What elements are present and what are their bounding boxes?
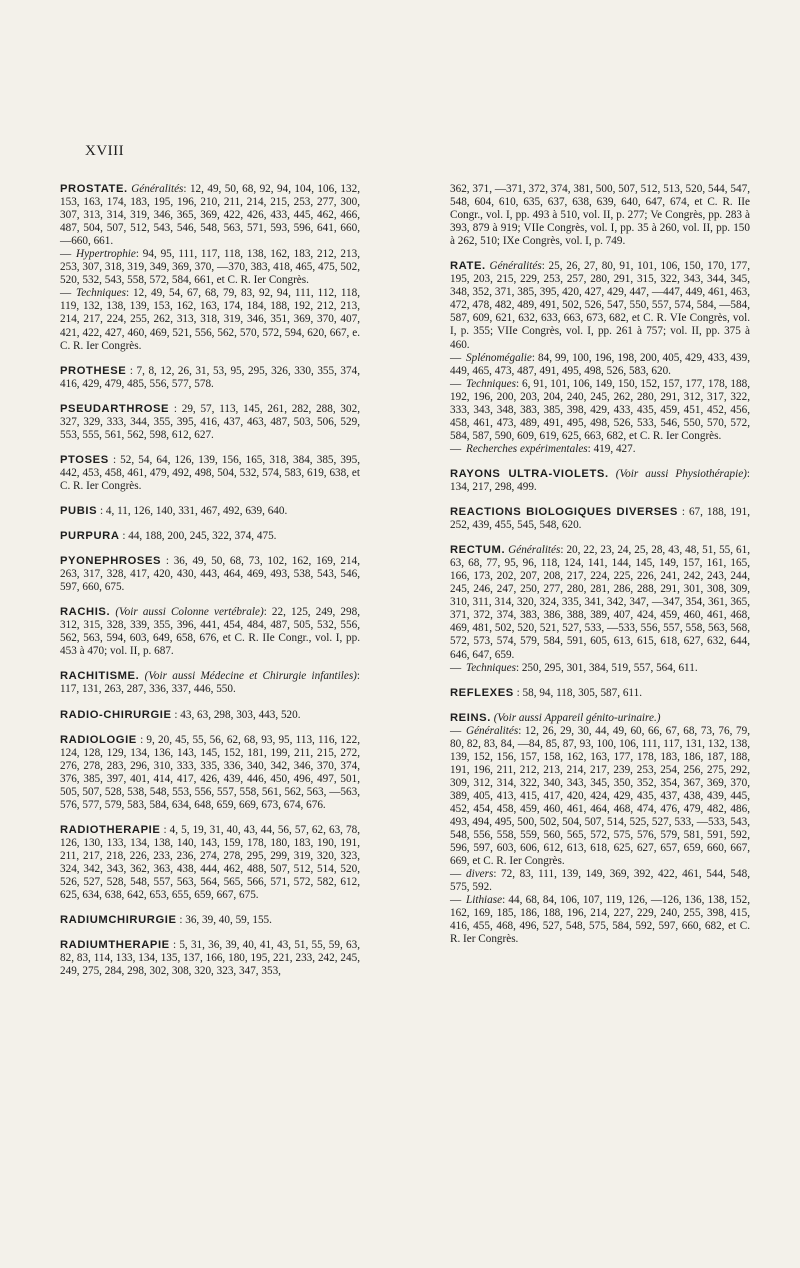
- subentry-label: Splénomégalie: [466, 351, 532, 364]
- page-references: : 12, 49, 54, 67, 68, 79, 83, 92, 94, 111, 112, 118, 119, 132, 138, 139, 153, 162, 163, 174, 184, 188, 192, 212, 213, 214, 217, 224, 255, 262, 313, 318, 319, 346, 351, 369, 370, 407, 421, 422, 427, 460, 469, 521, 556, 562, 570, 572, 594, 620, 667, e. C. R. Ier Congrès.: [60, 287, 360, 352]
- entry-label: (Voir aussi Colonne vertébrale): [115, 606, 264, 619]
- subentry-dash: —: [450, 351, 462, 364]
- page-references: : 67, 188, 191, 252, 439, 455, 545, 548, 620.: [450, 506, 750, 532]
- index-subentry: [450, 352, 750, 378]
- index-entry: [60, 365, 360, 391]
- index-entry: [60, 824, 360, 902]
- subentry-label: Généralités: [466, 724, 519, 737]
- index-subentry: [450, 443, 750, 456]
- subentry-dash: —: [450, 724, 462, 737]
- entry-heading: RADIUMTHERAPIE: [60, 939, 170, 952]
- page-references: : 29, 57, 113, 145, 261, 282, 288, 302, 327, 329, 333, 344, 355, 395, 416, 437, 463, 487, 503, 506, 529, 553, 555, 561, 562, 598, 612, 627.: [60, 402, 360, 441]
- index-entry: [60, 454, 360, 493]
- subentry-label: Techniques: [76, 287, 126, 300]
- page-references: : 117, 131, 263, 287, 336, 337, 446, 550.: [60, 670, 361, 696]
- entry-heading: RAYONS ULTRA-VIOLETS.: [450, 467, 609, 480]
- entry-heading: RACHIS.: [60, 606, 111, 619]
- subentry-dash: —: [60, 248, 72, 261]
- page-references: : 4, 5, 19, 31, 40, 43, 44, 56, 57, 62, 63, 78, 126, 130, 133, 134, 138, 140, 143, 159, 178, 180, 183, 190, 191, 211, 217, 218, 226, 233, 236, 274, 278, 295, 299, 319, 320, 323, 324, 342, 343, 362, 363, 438, 444, 462, 488, 507, 512, 514, 520, 526, 527, 528, 548, 557, 563, 564, 565, 566, 571, 572, 582, 612, 625, 634, 638, 642, 653, 655, 659, 667, 675.: [60, 823, 361, 902]
- subentry-dash: —: [450, 377, 462, 390]
- entry-heading: REINS.: [450, 711, 491, 724]
- page-number: XVIII: [85, 143, 125, 159]
- page-references: : 12, 26, 29, 30, 44, 49, 60, 66, 67, 68, 73, 76, 79, 80, 82, 83, 84, —84, 85, 87, 93, 100, 106, 111, 117, 131, 132, 138, 139, 152, 156, 157, 158, 162, 163, 177, 178, 183, 186, 187, 188, 191, 196, 211, 212, 213, 214, 217, 239, 253, 254, 256, 275, 292, 309, 312, 314, 322, 340, 343, 345, 350, 352, 354, 367, 369, 370, 389, 405, 413, 415, 417, 420, 424, 429, 435, 437, 438, 439, 445, 452, 454, 458, 459, 460, 461, 464, 468, 474, 476, 479, 482, 486, 493, 494, 495, 500, 502, 504, 507, 514, 525, 527, 533, —533, 543, 548, 556, 558, 559, 560, 565, 572, 575, 576, 579, 581, 591, 592, 596, 597, 603, 606, 612, 613, 618, 625, 627, 657, 659, 660, 667, 669, et C. R. Ier Congrès.: [450, 724, 750, 868]
- entry-heading: RADIOTHERAPIE: [60, 823, 161, 836]
- index-entry: [60, 734, 360, 812]
- entry-heading: PROTHESE: [60, 364, 127, 377]
- page-references: : 25, 26, 27, 80, 91, 101, 106, 150, 170, 177, 195, 203, 215, 229, 253, 257, 280, 291, 315, 322, 343, 344, 345, 348, 352, 371, 385, 395, 420, 427, 429, 447, —447, 449, 461, 463, 472, 478, 482, 489, 491, 502, 526, 547, 550, 557, 574, 584, —584, 587, 609, 621, 632, 633, 663, 673, 682, et C. R. VIe Congrès, vol. I, p. 355; VIIe Congrès, vol. I, pp. 261 à 757; vol. II, pp. 375 à 460.: [450, 260, 751, 351]
- index-subentry: [450, 894, 750, 946]
- page-references: : 250, 295, 301, 384, 519, 557, 564, 611.: [515, 661, 698, 674]
- index-entry: [60, 606, 360, 658]
- page-references: : 52, 54, 64, 126, 139, 156, 165, 318, 384, 385, 395, 442, 453, 458, 461, 479, 492, 498, 504, 532, 574, 583, 619, 638, et C. R. Ier Congrès.: [60, 453, 361, 492]
- index-entry: [60, 709, 360, 722]
- subentry-dash: —: [450, 661, 462, 674]
- index-entry: [450, 183, 750, 248]
- entry-heading: PTOSES: [60, 453, 109, 466]
- page-references: : 6, 91, 101, 106, 149, 150, 152, 157, 177, 178, 188, 192, 196, 200, 203, 204, 240, 245, 262, 280, 291, 312, 317, 322, 333, 343, 348, 383, 385, 398, 429, 433, 435, 459, 451, 452, 456, 458, 461, 473, 489, 491, 495, 498, 526, 533, 546, 550, 570, 572, 584, 587, 590, 609, 619, 625, 663, 682, et C. R. Ier Congrès.: [450, 377, 750, 442]
- page-references: : 72, 83, 111, 139, 149, 369, 392, 422, 461, 544, 548, 575, 592.: [450, 868, 750, 894]
- left-column: [60, 183, 360, 990]
- index-entry: [450, 260, 750, 456]
- index-entry: [450, 544, 750, 674]
- entry-heading: RADIO-CHIRURGIE: [60, 708, 172, 721]
- right-column: [450, 183, 750, 958]
- index-subentry: [450, 868, 750, 894]
- entry-label: Généralités: [131, 183, 184, 195]
- index-entry: [60, 914, 360, 927]
- index-subentry: [450, 662, 750, 675]
- entry-heading: PROSTATE.: [60, 183, 128, 195]
- index-subentry: [450, 378, 750, 443]
- page-references: : 22, 125, 249, 298, 312, 315, 328, 339, 355, 396, 441, 454, 484, 487, 505, 532, 556, 562, 563, 594, 603, 649, 658, 676, et C. R. IIe Congr., vol. I, pp. 453 à 470; vol. II, p. 687.: [60, 606, 360, 658]
- entry-label: Généralités: [508, 544, 561, 557]
- page-references: : 44, 188, 200, 245, 322, 374, 475.: [122, 530, 277, 543]
- page-references: : 419, 427.: [587, 442, 636, 455]
- page-references: : 43, 63, 298, 303, 443, 520.: [174, 708, 301, 721]
- entry-heading: RATE.: [450, 260, 486, 273]
- index-entry: [450, 506, 750, 532]
- index-entry: [450, 468, 750, 494]
- entry-heading: PUBIS: [60, 504, 98, 517]
- subentry-dash: —: [450, 868, 462, 881]
- entry-heading: RADIOLOGIE: [60, 733, 137, 746]
- page-references: : 12, 49, 50, 68, 92, 94, 104, 106, 132, 153, 163, 174, 183, 195, 196, 210, 211, 214, 215, 253, 277, 300, 307, 313, 314, 319, 346, 365, 369, 422, 426, 433, 445, 462, 466, 487, 504, 507, 512, 543, 546, 548, 563, 571, 593, 596, 641, 660, —660, 661.: [60, 183, 361, 248]
- entry-heading: REACTIONS BIOLOGIQUES DIVERSES: [450, 506, 678, 519]
- entry-label: (Voir aussi Appareil génito-urinaire.): [493, 711, 661, 724]
- index-entry: [60, 939, 360, 978]
- page-references: : 9, 20, 45, 55, 56, 62, 68, 93, 95, 113, 116, 122, 124, 128, 129, 134, 136, 143, 145, 152, 181, 199, 211, 215, 272, 276, 278, 283, 296, 310, 333, 335, 336, 340, 342, 346, 370, 374, 376, 385, 397, 401, 414, 417, 426, 439, 446, 450, 496, 497, 501, 505, 507, 528, 538, 548, 553, 556, 557, 558, 561, 562, 563, —563, 576, 577, 579, 583, 584, 634, 648, 659, 669, 673, 674, 676.: [60, 733, 361, 811]
- page-references: : 7, 8, 12, 26, 31, 53, 95, 295, 326, 330, 355, 374, 416, 429, 479, 485, 556, 577, 578.: [60, 364, 361, 390]
- subentry-label: divers: [466, 868, 494, 881]
- index-entry: [60, 183, 360, 353]
- entry-label: (Voir aussi Physiothérapie): [615, 467, 747, 480]
- index-entry: [60, 670, 360, 696]
- index-entry: [60, 530, 360, 543]
- index-entry: [450, 712, 750, 947]
- page-references: : 84, 99, 100, 196, 198, 200, 405, 429, 433, 439, 449, 465, 473, 487, 491, 495, 498, 526, 583, 620.: [450, 351, 750, 377]
- subentry-label: Recherches expérimentales: [466, 442, 588, 455]
- subentry-dash: —: [60, 287, 72, 300]
- page-references: : 44, 68, 84, 106, 107, 119, 126, —126, 136, 138, 152, 162, 169, 185, 186, 188, 196, 214, 227, 229, 240, 255, 398, 415, 416, 455, 468, 496, 527, 548, 575, 584, 592, 597, 660, 682, et C. R. Ier Congrès.: [450, 894, 750, 946]
- index-subentry: [60, 287, 360, 352]
- page-references: : 36, 39, 40, 59, 155.: [179, 914, 272, 927]
- index-entry: [60, 505, 360, 518]
- index-subentry: [450, 725, 750, 869]
- index-entry: [450, 687, 750, 700]
- page-references: : 58, 94, 118, 305, 587, 611.: [516, 686, 642, 699]
- subentry-label: Techniques: [466, 377, 516, 390]
- subentry-dash: —: [450, 442, 462, 455]
- entry-heading: REFLEXES: [450, 686, 514, 699]
- entry-label: (Voir aussi Médecine et Chirurgie infantiles): [144, 670, 357, 683]
- page-references: : 4, 11, 126, 140, 331, 467, 492, 639, 640.: [100, 504, 288, 517]
- subentry-dash: —: [450, 894, 462, 907]
- entry-heading: PURPURA: [60, 530, 120, 543]
- subentry-label: Lithiase: [466, 894, 503, 907]
- entry-heading: PYONEPHROSES: [60, 555, 162, 568]
- index-entry: [60, 555, 360, 594]
- entry-label: Généralités: [489, 260, 542, 273]
- entry-heading: PSEUDARTHROSE: [60, 402, 170, 415]
- entry-heading: RACHITISME.: [60, 670, 140, 683]
- entry-heading: RECTUM.: [450, 544, 506, 557]
- page-references: : 94, 95, 111, 117, 118, 138, 162, 183, 212, 213, 253, 307, 318, 319, 349, 369, 370, —370, 383, 418, 465, 475, 502, 520, 532, 543, 558, 572, 584, 661, et C. R. Ier Congrès.: [60, 248, 360, 287]
- page-references: : 20, 22, 23, 24, 25, 28, 43, 48, 51, 55, 61, 63, 68, 77, 95, 96, 118, 124, 141, 144, 145, 149, 157, 161, 165, 166, 173, 202, 207, 208, 217, 224, 225, 226, 241, 242, 243, 244, 245, 246, 247, 250, 277, 280, 281, 286, 288, 291, 301, 308, 309, 310, 311, 314, 320, 324, 335, 341, 342, 347, —347, 354, 361, 365, 371, 372, 374, 383, 386, 388, 389, 407, 424, 459, 460, 461, 468, 469, 481, 502, 520, 521, 527, 533, —533, 556, 557, 558, 563, 568, 572, 573, 574, 579, 584, 591, 605, 613, 615, 618, 627, 632, 644, 646, 647, 659.: [450, 544, 751, 661]
- page-references: 362, 371, —371, 372, 374, 381, 500, 507, 512, 513, 520, 544, 547, 548, 604, 610, 635, 637, 638, 639, 640, 647, 674, et C. R. IIe Congr., vol. I, pp. 493 à 510, vol. II, p. 277; Ve Congrès, pp. 283 à 393, 879 à 919; VIIe Congrès, vol. I, pp. 35 à 260, vol. II, pp. 150 à 262, 510; IXe Congrès, vol. I, p. 749.: [450, 183, 750, 248]
- page-references: : 36, 49, 50, 68, 73, 102, 162, 169, 214, 263, 317, 328, 417, 420, 430, 443, 464, 469, 493, 538, 543, 546, 597, 660, 675.: [60, 555, 361, 594]
- index-entry: [60, 403, 360, 442]
- page-references: : 134, 217, 298, 499.: [450, 467, 750, 493]
- subentry-label: Techniques: [466, 661, 516, 674]
- index-subentry: [60, 248, 360, 287]
- page-references: : 5, 31, 36, 39, 40, 41, 43, 51, 55, 59, 63, 82, 83, 114, 133, 134, 135, 137, 166, 180, 195, 221, 233, 242, 245, 249, 275, 284, 298, 302, 308, 320, 323, 347, 353,: [60, 939, 361, 978]
- subentry-label: Hypertrophie: [76, 248, 136, 261]
- entry-heading: RADIUMCHIRURGIE: [60, 914, 177, 927]
